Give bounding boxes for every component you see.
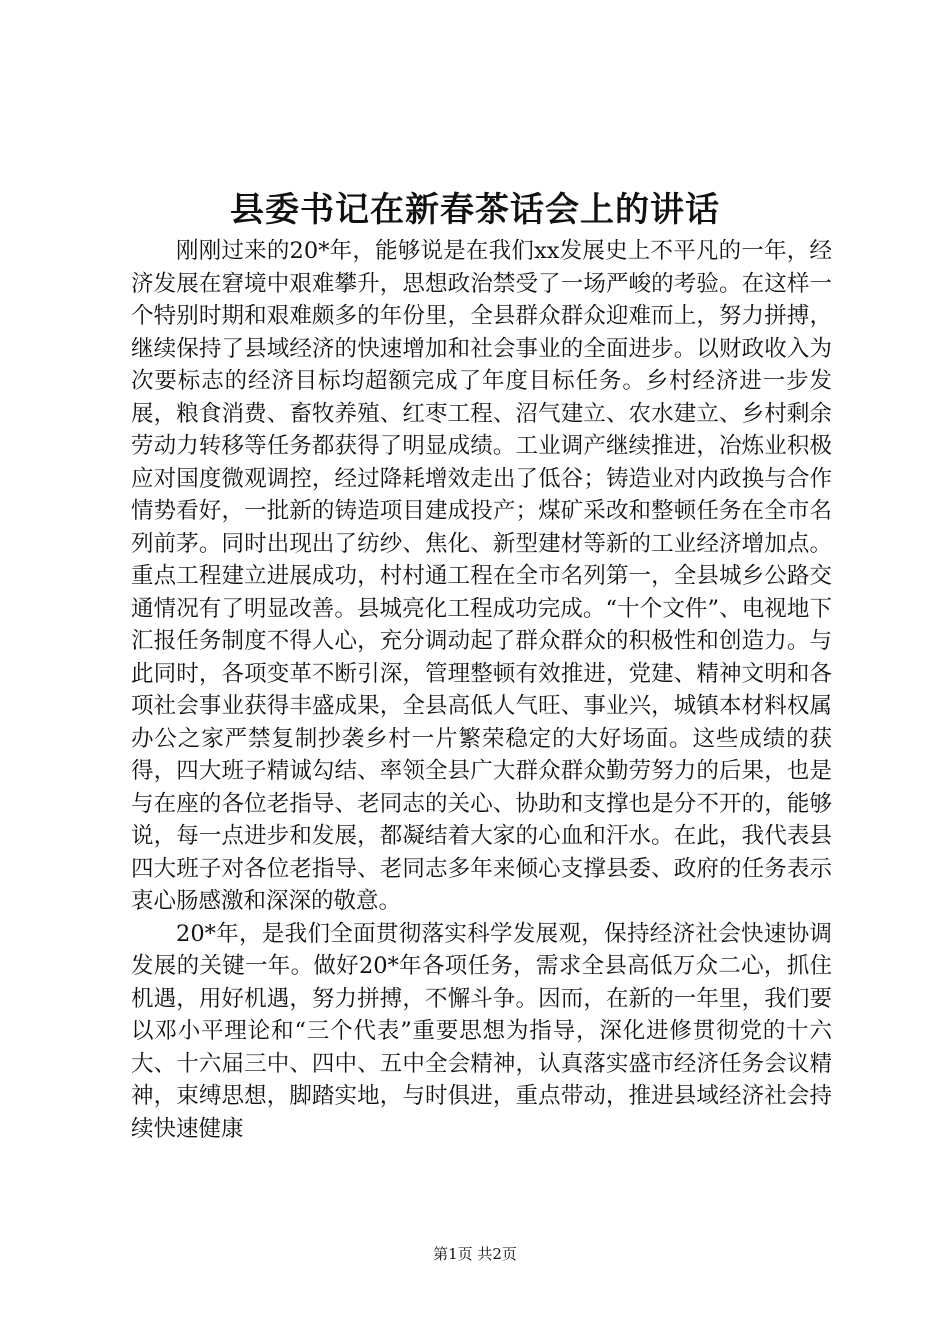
- paragraph: 20*年，是我们全面贯彻落实科学发展观，保持经济社会快速协调发展的关键一年。做好20*年各项任务，需求全县高低万众二心，抓住机遇，用好机遇，努力拼搏，不懈斗争。因而，在新的一年里，我们要以邓小平理论和“三个代表”重要思想为指导，深化进修贯彻党的十六大、十六届三中、四中、五中全会精神，认真落实盛市经济任务会议精神，束缚思想，脚踏实地，与时俱进，重点带动，推进县域经济社会持续快速健康: [131, 920, 832, 1142]
- page-footer: 第1页 共2页: [433, 1245, 517, 1263]
- page-title: 县委书记在新春茶话会上的讲话: [230, 190, 720, 230]
- document-body: [131, 235, 832, 1145]
- paragraph: 刚刚过来的20*年，能够说是在我们xx发展史上不平凡的一年，经济发展在窘境中艰难攀升，思想政治禁受了一场严峻的考验。在这样一个特别时期和艰难颇多的年份里，全县群众群众迎难而上，努力拼搏，继续保持了县域经济的快速增加和社会事业的全面进步。以财政收入为次要标志的经济目标均超额完成了年度目标任务。乡村经济进一步发展，粮食消费、畜牧养殖、红枣工程、沼气建立、农水建立、乡村剩余劳动力转移等任务都获得了明显成绩。工业调产继续推进，冶炼业积极应对国度微观调控，经过降耗增效走出了低谷；铸造业对内政换与合作情势看好，一批新的铸造项目建成投产；煤矿采改和整顿任务在全市名列前茅。同时出现出了纺纱、焦化、新型建材等新的工业经济增加点。重点工程建立进展成功，村村通工程在全市名列第一，全县城乡公路交通情况有了明显改善。县城亮化工程成功完成。“十个文件”、电视地下汇报任务制度不得人心，充分调动起了群众群众的积极性和创造力。与此同时，各项变革不断引深，管理整顿有效推进，党建、精神文明和各项社会事业获得丰盛成果，全县高低人气旺、事业兴，城镇本材料权属办公之家严禁复制抄袭乡村一片繁荣稳定的大好场面。这些成绩的获得，四大班子精诚勾结、率领全县广大群众群众勤劳努力的后果，也是与在座的各位老指导、老同志的关心、协助和支撑也是分不开的，能够说，每一点进步和发展，都凝结着大家的心血和汗水。在此，我代表县四大班子对各位老指导、老同志多年来倾心支撑县委、政府的任务表示衷心肠感激和深深的敬意。: [131, 238, 832, 914]
